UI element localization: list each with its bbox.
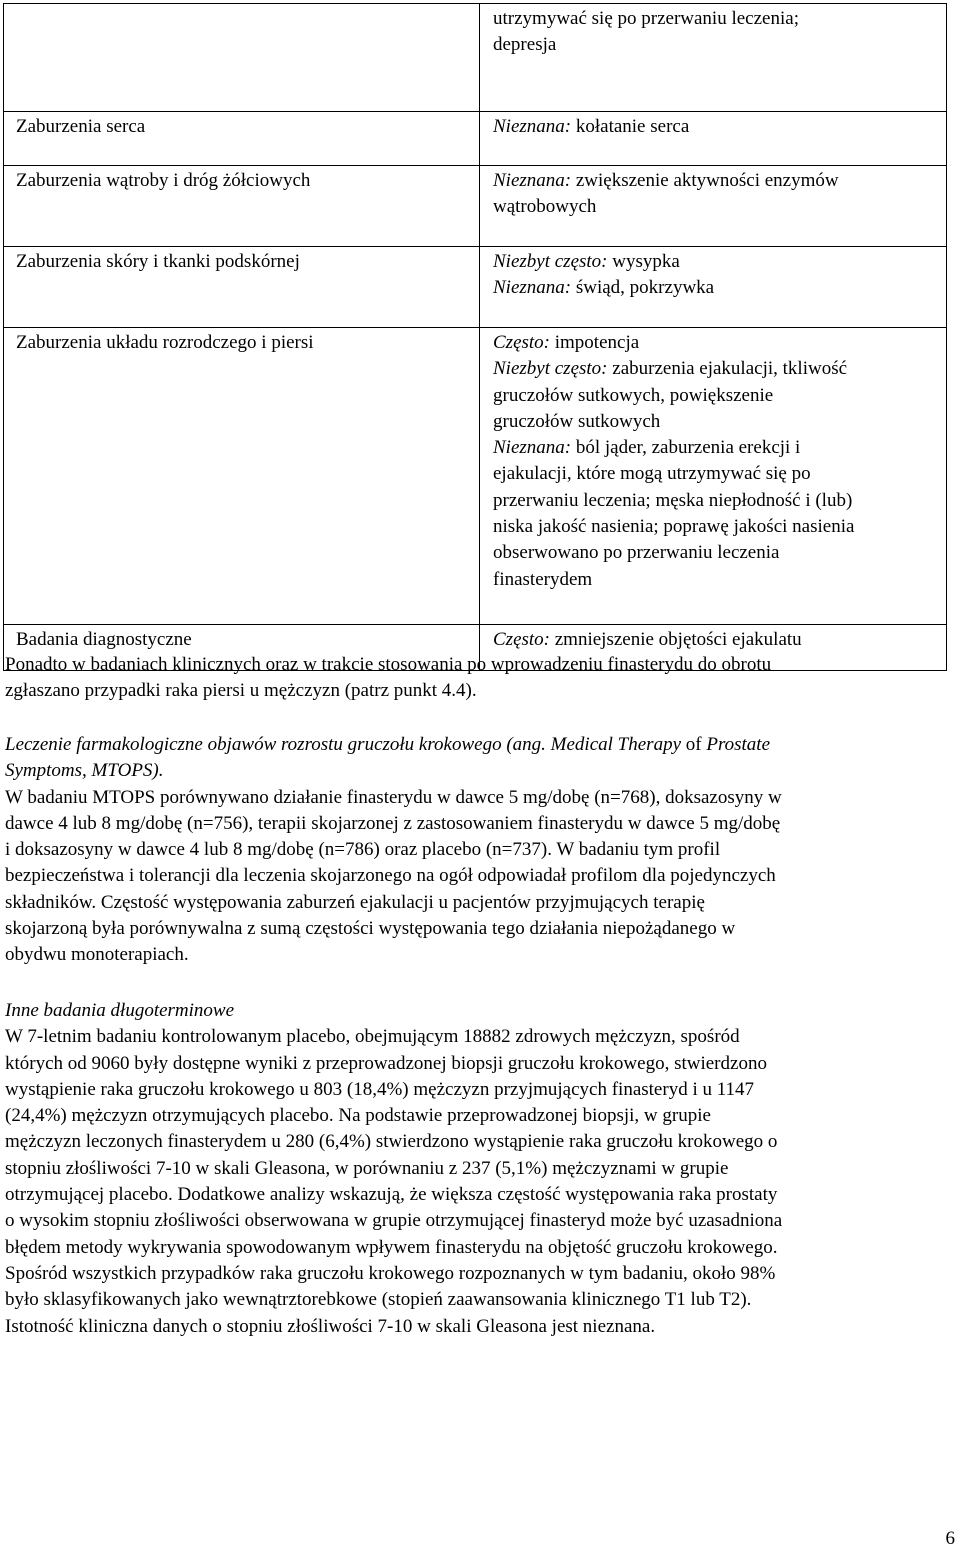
text-run: niska jakość nasienia; poprawę jakości nasienia <box>493 516 855 538</box>
effect-line <box>493 6 946 32</box>
effect-line <box>493 409 946 435</box>
effect-line <box>493 356 946 382</box>
effect-line <box>493 488 946 514</box>
mtops-heading <box>5 732 955 785</box>
frequency-label: Często: <box>493 629 550 650</box>
text-line: wystąpienie raka gruczołu krokowego u 803 (18,4%) mężczyzn przyjmujących finasteryd i u 1147 <box>5 1078 755 1100</box>
mtops-paragraph <box>5 785 955 969</box>
text-line: obydwu monoterapiach. <box>5 944 189 966</box>
text-run: zmniejszenie objętości ejakulatu <box>550 629 802 650</box>
text-line: zgłaszano przypadki raka piersi u mężczyzn (patrz punkt 4.4). <box>5 680 477 702</box>
text-run: wątrobowych <box>493 196 597 218</box>
effect-line <box>493 32 946 58</box>
text-run: ejakulacji, które mogą utrzymywać się po <box>493 463 811 485</box>
effect-line <box>493 194 946 220</box>
text-run: przerwaniu leczenia; męska niepłodność i (lub) <box>493 489 853 511</box>
frequency-label: Nieznana: <box>493 277 572 299</box>
organ-class-label: Badania diagnostyczne <box>16 629 192 650</box>
text-run: impotencja <box>550 332 640 353</box>
effect-line <box>493 567 946 593</box>
text-run: gruczołów sutkowych, powiększenie <box>493 384 774 406</box>
frequency-label: Nieznana: <box>493 116 572 137</box>
heading-line <box>5 732 955 758</box>
organ-class-cell <box>4 328 480 625</box>
frequency-label: Nieznana: <box>493 170 572 191</box>
long-term-heading: Inne badania długoterminowe <box>5 1000 235 1021</box>
frequency-label: Symptoms, MTOPS). <box>5 760 164 782</box>
text-run: utrzymywać się po przerwaniu leczenia; <box>493 8 799 29</box>
text-line: stopniu złośliwości 7-10 w skali Gleasona, w porównaniu z 237 (5,1%) mężczyznami w grupie <box>5 1157 729 1179</box>
effect-line <box>493 627 946 653</box>
effect-line <box>493 461 946 487</box>
adverse-effects-cell <box>480 4 947 112</box>
text-line: skojarzoną była porównywalna z sumą częstości występowania tego działania niepożądanego w <box>5 918 736 940</box>
text-line: W 7-letnim badaniu kontrolowanym placebo, obejmującym 18882 zdrowych mężczyzn, spośród <box>5 1026 740 1048</box>
table-row <box>4 4 947 112</box>
table-row <box>4 328 947 625</box>
table-row <box>4 112 947 166</box>
effect-line <box>493 383 946 409</box>
text-line: i doksazosyny w dawce 4 lub 8 mg/dobę (n=786) oraz placebo (n=737). W badaniu tym profil <box>5 839 721 861</box>
text-run: zaburzenia ejakulacji, tkliwość <box>607 358 848 380</box>
text-run: depresja <box>493 34 557 56</box>
effect-line <box>493 275 946 301</box>
text-line: Ponadto w badaniach klinicznych oraz w trakcie stosowania po wprowadzeniu finasterydu do obrotu <box>5 654 772 675</box>
text-line: składników. Częstość występowania zaburzeń ejakulacji u pacjentów przyjmujących terapię <box>5 891 705 913</box>
organ-class-label: Zaburzenia układu rozrodczego i piersi <box>16 332 314 353</box>
organ-class-label <box>4 4 479 61</box>
text-run: wysypka <box>607 251 680 272</box>
text-line: Istotność kliniczna danych o stopniu złośliwości 7-10 w skali Gleasona jest nieznana. <box>5 1315 656 1337</box>
frequency-label: Niezbyt często: <box>493 358 608 380</box>
text-line: dawce 4 lub 8 mg/dobę (n=756), terapii skojarzonej z zastosowaniem finasterydu w dawce 5 mg/dobę <box>5 812 781 834</box>
frequency-label: Często: <box>493 332 550 353</box>
adverse-effects-cell <box>480 166 947 247</box>
frequency-label: Prostate <box>701 734 771 755</box>
effect-line <box>493 330 946 356</box>
table-row <box>4 247 947 328</box>
effect-line <box>493 249 946 275</box>
text-run: of <box>685 734 702 755</box>
intro-paragraph <box>5 652 955 705</box>
text-run: kołatanie serca <box>571 116 690 137</box>
heading-line <box>5 758 955 784</box>
effect-line <box>493 435 946 461</box>
frequency-label: Niezbyt często: <box>493 251 608 272</box>
effect-line <box>493 114 946 140</box>
frequency-label: Nieznana: <box>493 437 572 459</box>
text-line: mężczyzn leczonych finasterydem u 280 (6,4%) stwierdzono wystąpienie raka gruczołu krokowego o <box>5 1131 778 1153</box>
organ-class-cell <box>4 112 480 166</box>
organ-class-label: Zaburzenia skóry i tkanki podskórnej <box>16 251 300 272</box>
text-run: zwiększenie aktywności enzymów <box>571 170 839 191</box>
effect-line <box>493 540 946 566</box>
organ-class-cell <box>4 4 480 112</box>
text-line: otrzymującej placebo. Dodatkowe analizy wskazują, że większa częstość występowania raka prostaty <box>5 1184 778 1206</box>
frequency-label: Leczenie farmakologiczne objawów rozrostu gruczołu krokowego (ang. Medical Therapy <box>5 734 686 755</box>
adverse-effects-cell <box>480 328 947 625</box>
long-term-paragraph <box>5 1024 955 1340</box>
organ-class-cell <box>4 247 480 328</box>
organ-class-label: Zaburzenia serca <box>16 116 146 137</box>
text-line: których od 9060 były dostępne wyniki z przeprowadzonej biopsji gruczołu krokowego, stwierdzono <box>5 1052 767 1074</box>
text-run: ból jąder, zaburzenia erekcji i <box>571 437 801 459</box>
table-row <box>4 166 947 247</box>
effect-line <box>493 514 946 540</box>
adverse-effects-table <box>3 3 947 671</box>
text-run: obserwowano po przerwaniu leczenia <box>493 542 780 564</box>
adverse-effects-cell <box>480 247 947 328</box>
adverse-effects-cell <box>480 112 947 166</box>
text-line: W badaniu MTOPS porównywano działanie finasterydu w dawce 5 mg/dobę (n=768), doksazosyny w <box>5 786 782 808</box>
effect-line <box>493 168 946 194</box>
organ-class-cell <box>4 166 480 247</box>
mtops-section <box>5 732 955 969</box>
text-line: błędem metody wykrywania spowodowanym wpływem finasterydu na objętość gruczołu krokowego. <box>5 1236 778 1258</box>
text-run: gruczołów sutkowych <box>493 410 661 432</box>
text-run: finasterydem <box>493 568 593 590</box>
text-run: świąd, pokrzywka <box>571 277 715 299</box>
organ-class-label: Zaburzenia wątroby i dróg żółciowych <box>16 170 311 191</box>
text-line: o wysokim stopniu złośliwości obserwowana w grupie otrzymującej finasteryd może być uzasadniona <box>5 1210 783 1232</box>
text-line: bezpieczeństwa i tolerancji dla leczenia skojarzonego na ogół odpowiadał profilom dla pojedynczych <box>5 865 776 887</box>
text-line: było sklasyfikowanych jako wewnątrztorebkowe (stopień zaawansowania klinicznego T1 lub T2). <box>5 1289 752 1311</box>
long-term-section <box>5 998 955 1340</box>
text-line: (24,4%) mężczyzn otrzymujących placebo. Na podstawie przeprowadzonej biopsji, w grupie <box>5 1105 711 1127</box>
page-number: 6 <box>945 1528 955 1549</box>
text-line: Spośród wszystkich przypadków raka gruczołu krokowego rozpoznanych w tym badaniu, około 98% <box>5 1262 776 1284</box>
